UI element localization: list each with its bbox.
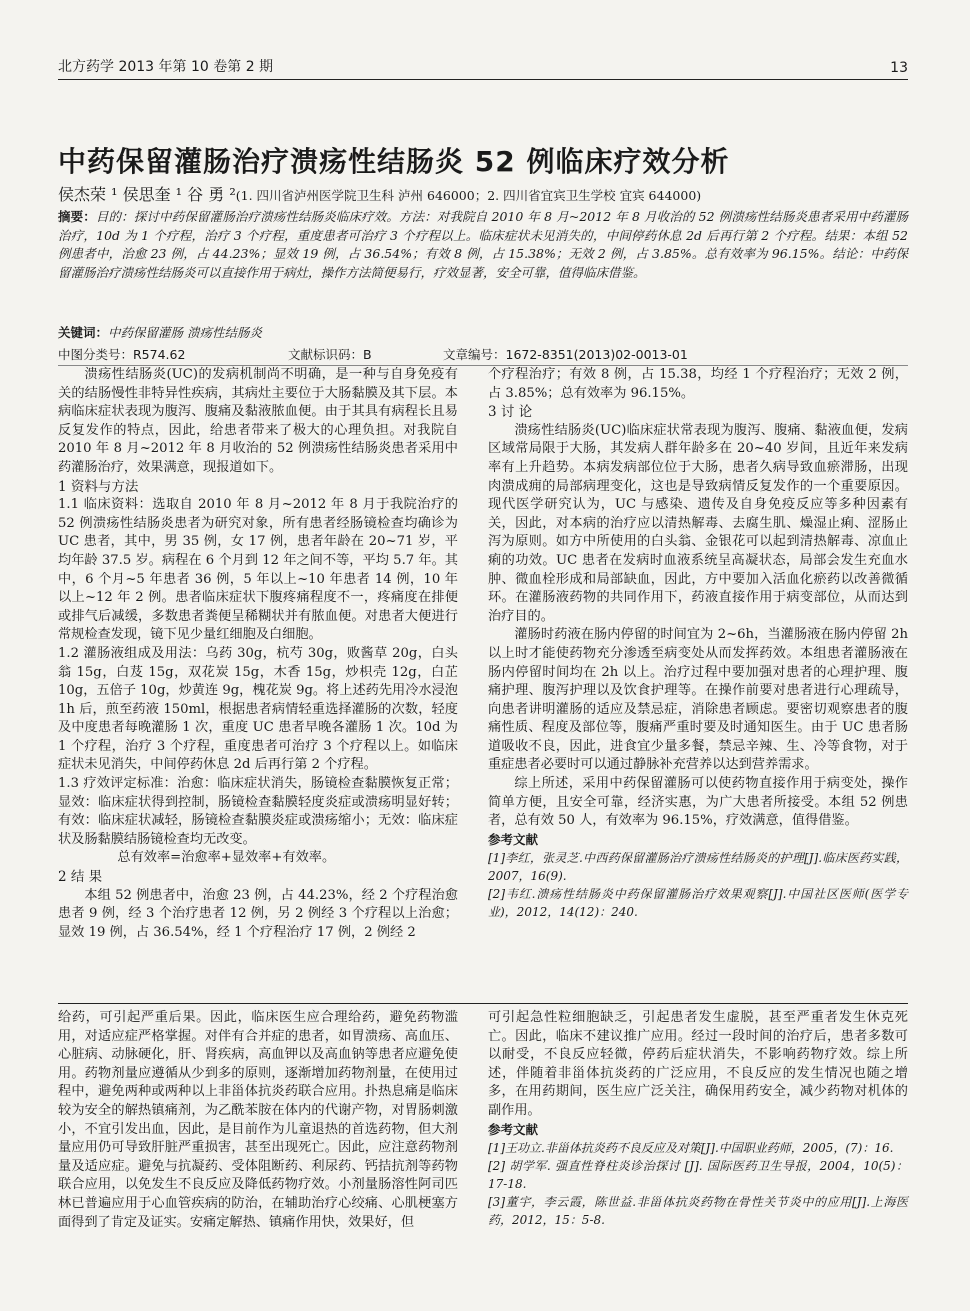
running-head (58, 56, 908, 80)
paragraph: 灌肠时药液在肠内停留的时间宜为 2~6h，当灌肠液在肠内停留 2h 以上时才能使药物充分渗透至病变处从而发挥药效。本组患者灌肠液在肠内停留时间均在 2h 以上。治疗过程中要加强对患者的心理护理、腹痛护理、腹泻护理以及饮食护理等。在操作前要对患者进行心理疏导，向患者讲明灌肠的适应及禁忌症，消除患者顾虑。要密切观察患者的腹痛性质、程度及部位等，腹痛严重时要及时通知医生。由于 UC 患者肠道吸收不良，因此，进食宜少量多餐，禁忌辛辣、生、冷等食物，对于重症患者必要时可以通过静脉补充营养以达到营养需求。 (488, 627, 908, 773)
section-heading: 3 讨 论 (488, 404, 533, 421)
abstract (58, 208, 908, 282)
keywords-text: 中药保留灌肠 溃疡性结肠炎 (108, 325, 262, 340)
document-code: 文献标识码：B (288, 347, 372, 362)
author-line (58, 182, 930, 205)
paragraph: 1.3 疗效评定标准：治愈：临床症状消失，肠镜检查黏膜恢复正常；显效：临床症状得到控制，肠镜检查黏膜轻度炎症或溃疡明显好转；有效：临床症状减轻，肠镜检查黏膜炎症或溃疡缩小；无效：临床症状及肠黏膜结肠镜检查均无改变。 (58, 776, 458, 847)
journal-name: 北方药学 2013 年第 10 卷第 2 期 (58, 59, 274, 75)
paragraph: 综上所述，采用中药保留灌肠可以使药物直接作用于病变处，操作简单方便，且安全可靠，经济实惠，为广大患者所接受。本组 52 例患者，总有效 50 人，有效率为 96.15%，疗效满意，值得借鉴。 (488, 776, 908, 829)
column-left-bottom (58, 1009, 458, 1232)
keywords-label: 关键词： (58, 325, 109, 340)
abstract-label: 摘要： (58, 209, 96, 224)
reference-item: [1]王功立.非甾体抗炎药不良反应及对策[J].中国职业药师，2005，(7)：16. (488, 1141, 894, 1156)
article-divider (58, 1003, 908, 1004)
page-number: 13 (890, 60, 908, 76)
reference-item: [1]李红，张灵芝.中西药保留灌肠治疗溃疡性结肠炎的护理[J].临床医药实践，2007，16(9). (488, 851, 908, 884)
references-heading: 参考文献 (488, 1121, 539, 1137)
classification-line (58, 345, 908, 366)
article-title: 中药保留灌肠治疗溃疡性结肠炎 52 例临床疗效分析 (58, 145, 730, 178)
authors: 侯杰荣 ¹ 侯思奎 ¹ 谷 勇 ² (58, 185, 236, 204)
paragraph: 个疗程治疗；有效 8 例，占 15.38，均经 1 个疗程治疗；无效 2 例，占 3.85%；总有效率为 96.15%。 (488, 367, 908, 401)
reference-item: [3]董宇，李云霞，陈世益.非甾体抗炎药物在骨性关节炎中的应用[J].上海医药，2012，15：5-8. (488, 1195, 908, 1228)
section-heading: 1 资料与方法 (58, 478, 139, 495)
reference-item: [2]韦红.溃疡性结肠炎中药保留灌肠治疗效果观察[J].中国社区医师(医学专业)，2012，14(12)：240. (488, 887, 908, 920)
column-left-top (58, 366, 458, 942)
keywords (58, 323, 908, 341)
reference-item: [2] 胡学军. 强直性脊柱炎诊治探讨 [J]. 国际医药卫生导报，2004，10(5)：17-18. (488, 1159, 908, 1192)
formula-line: 总有效率=治愈率+显效率+有效率。 (117, 850, 336, 866)
references-heading: 参考文献 (488, 831, 539, 847)
abstract-text: 目的：探讨中药保留灌肠治疗溃疡性结肠炎临床疗效。方法：对我院自 2010 年 8 月~2012 年 8 月收治的 52 例溃疡性结肠炎患者采用中药灌肠治疗，10d 为 1 个疗程，治疗 3 个疗程，重度患者可治疗 3 个疗程以上。临床症状未见消失的，中间停药休息 2d 后再行第 2 个疗程。结果：本组 52 例患者中，治愈 23 例，占 44.23%；显效 19 例，占 36.54%；有效 8 例，占 15.38%；无效 2 例，占 3.85%。总有效率为 96.15%。结论：中药保留灌肠治疗溃疡性结肠炎可以直接作用于病灶，操作方法简便易行，疗效显著，安全可靠，值得临床借鉴。 (58, 209, 908, 280)
column-right-bottom (488, 1009, 908, 1229)
paragraph: 溃疡性结肠炎(UC)临床症状常表现为腹泻、腹痛、黏液血便，发病区域常局限于大肠，其发病人群年龄多在 20~40 岁间，且近年来发病率有上升趋势。本病发病部位位于大肠，患者久病导致血瘀滞肠，出现肉溃成痈的局部病理变化，这也是导致病情反复发作的一个重要原因。现代医学研究认为，UC 与感染、遗传及自身免疫反应等多种因素有关，因此，对本病的治疗应以清热解毒、去腐生肌、燥湿止痢、涩肠止泻为原则。如方中所使用的白头翁、金银花可以起到清热解毒、凉血止痢的功效。UC 患者在发病时血液系统呈高凝状态，局部会发生充血水肿、微血栓形成和局部缺血，因此，方中要加入活血化瘀药以改善微循环。在灌肠液药物的共同作用下，药液直接作用于病变部位，从而达到治疗目的。 (488, 422, 908, 624)
paragraph: 给药，可引起严重后果。因此，临床医生应合理给药，避免药物滥用，对适应症严格掌握。对伴有合并症的患者，如胃溃疡、高血压、心脏病、动脉硬化，肝、肾疾病，高血钾以及高血钠等患者应避免使用。药物剂量应遵循从少到多的原则，逐渐增加药物剂量，在使用过程中，避免两种或两种以上非甾体抗炎药联合应用。扑热息痛是临床较为安全的解热镇痛剂，为乙酰苯胺在体内的代谢产物，对胃肠刺激小，不宜引发出血，因此，是目前作为儿童退热的首选药物，但大剂量应用仍可导致肝脏严重损害，甚至出现死亡。因此，应注意药物剂量及适应症。避免与抗凝药、受体阻断药、利尿药、钙拮抗剂等药物联合应用，以免发生不良反应及降低药物疗效。小剂量肠溶性阿司匹林已普遍应用于心血管疾病的防治，在辅助治疗心绞痛、心肌梗塞方面得到了肯定及证实。安痛定解热、镇痛作用快，效果好，但 (58, 1010, 458, 1230)
class-number: 中图分类号：R574.62 (58, 347, 186, 362)
paragraph: 本组 52 例患者中，治愈 23 例，占 44.23%，经 2 个疗程治愈患者 9 例，经 3 个治疗患者 12 例，另 2 例经 3 个疗程以上治愈；显效 19 例，占 36.54%，经 1 个疗程治疗 17 例，2 例经 2 (58, 887, 458, 940)
article-number: 文章编号：1672-8351(2013)02-0013-01 (443, 347, 688, 362)
paragraph: 可引起急性粒细胞缺乏，引起患者发生虚脱，甚至严重者发生休克死亡。因此，临床不建议推广应用。经过一段时间的治疗后，患者多数可以耐受，不良反应轻微，停药后症状消失，不影响药物疗效。综上所述，伴随着非甾体抗炎药的广泛应用，不良反应的发生情况也随之增多，在用药期间，医生应广泛关注，确保用药安全，减少药物对机体的副作用。 (488, 1010, 908, 1118)
paragraph: 1.2 灌肠液组成及用法：乌药 30g，杭芍 30g，败酱草 20g，白头翁 15g，白芨 15g，双花炭 15g，木香 15g，炒枳壳 12g，白芷 10g，五倍子 10g，炒黄连 9g，槐花炭 9g。将上述药先用冷水浸泡 1h 后，煎至药液 150ml，根据患者病情轻重选择灌肠的次数，轻度及中度患者每晚灌肠 1 次，重度 UC 患者早晚各灌肠 1 次。10d 为 1 个疗程，治疗 3 个疗程，重度患者可治疗 3 个疗程以上。如临床症状未见消失，中间停药休息 2d 后再行第 2 个疗程。 (58, 645, 458, 773)
column-right-top (488, 366, 908, 921)
section-heading: 2 结 果 (58, 869, 103, 886)
affiliations: (1. 四川省泸州医学院卫生科 泸州 646000；2. 四川省宜宾卫生学校 宜宾 644000) (235, 188, 702, 203)
paragraph: 溃疡性结肠炎(UC)的发病机制尚不明确，是一种与自身免疫有关的结肠慢性非特异性疾病，其病灶主要位于大肠黏膜及其下层。本病临床症状表现为腹泻、腹痛及黏液脓血便。由于其具有病程长且易反复发作的特点，因此，给患者带来了极大的心理负担。对我院自 2010 年 8 月~2012 年 8 月收治的 52 例溃疡性结肠炎患者采用中药灌肠治疗，效果满意，现报道如下。 (58, 367, 458, 475)
paragraph: 1.1 临床资料：选取自 2010 年 8 月~2012 年 8 月于我院治疗的 52 例溃疡性结肠炎患者为研究对象，所有患者经肠镜检查均确诊为 UC 患者，其中，男 35 例，女 17 例，患者年龄在 20~71 岁，平均年龄 37.5 岁。病程在 6 个月到 12 年之间不等，平均 5.7 年。其中，6 个月~5 年患者 36 例，5 年以上~10 年患者 14 例，10 年以上~12 年 2 例。患者临床症状下腹疼痛程度不一，疼痛度在排便或排气后减缓，多数患者粪便呈稀糊状并有脓血便。对患者大便进行常规检查发现，镜下见少量红细胞及白细胞。 (58, 497, 458, 643)
